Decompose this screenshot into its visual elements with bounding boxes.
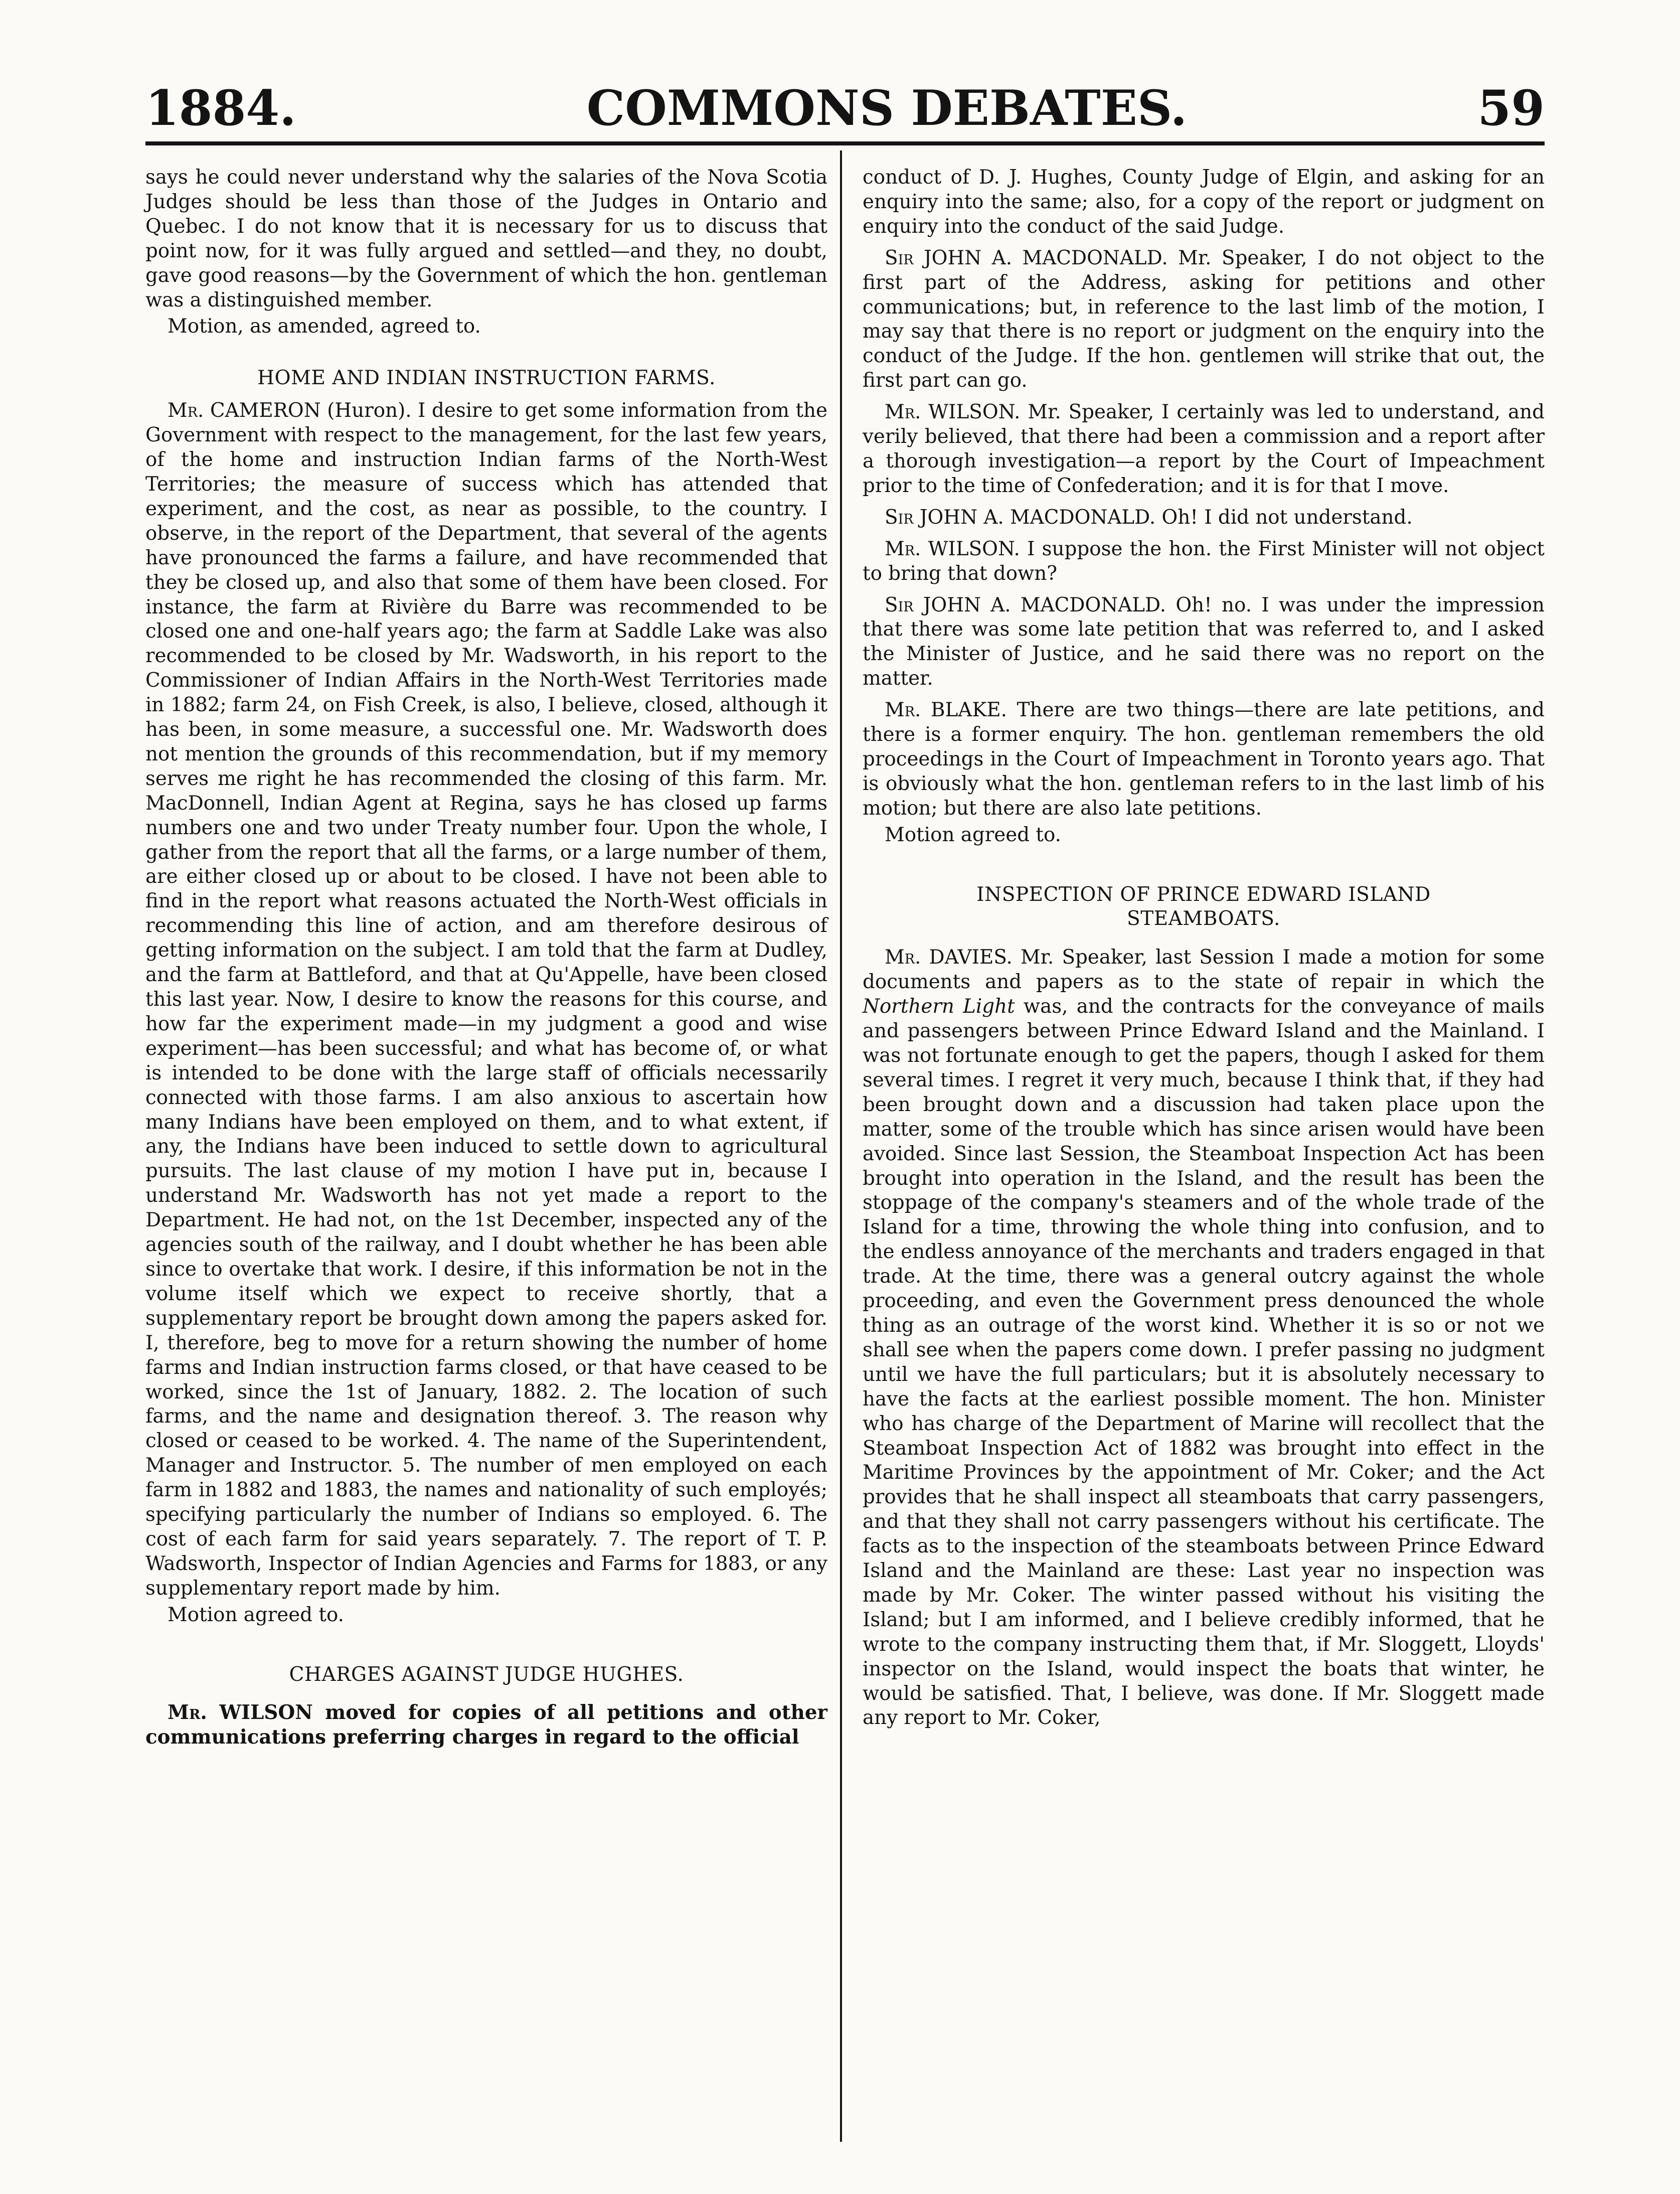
section-heading: HOME AND INDIAN INSTRUCTION FARMS. — [257, 367, 716, 390]
speech-text: Mr. Speaker, I do not object to the first part of the Address, asking for petitions and other communications; but, in reference to the last limb of the motion, I may say that there is no report or judgment on the enquiry into the conduct of the Judge. If the hon. gentlemen will strike that out, the first part can go. — [863, 246, 1545, 392]
motion-result: Motion agreed to. — [167, 1603, 344, 1626]
left-column — [145, 166, 827, 1752]
speaker-name: Mr. WILSON. — [885, 401, 1021, 424]
page-header — [145, 75, 1545, 140]
paragraph — [863, 246, 1545, 393]
motion-result: Motion, as amended, agreed to. — [167, 315, 481, 338]
header-year: 1884. — [145, 79, 296, 136]
speaker-name: Mr. WILSON — [167, 1701, 313, 1725]
section-heading — [863, 883, 1545, 932]
paragraph: conduct of D. J. Hughes, County Judge of Elgin, and asking for an enquiry into the same; also, for a copy of the report or judgment on enquiry into the conduct of the said Judge. — [863, 166, 1545, 238]
speaker-name: Sir JOHN A. MACDONALD. — [885, 593, 1166, 616]
section-heading: CHARGES AGAINST JUDGE HUGHES. — [289, 1663, 684, 1686]
paragraph — [863, 698, 1545, 821]
speech-text: Oh! no. I was under the impression that there was some late petition that was referred to, and I asked the Minister of Justice, and he said there was no report on the matter. — [863, 593, 1545, 690]
paragraph — [145, 1701, 827, 1750]
section-heading-line: STEAMBOATS. — [1127, 907, 1280, 930]
speech-text: (Huron). I desire to get some information from the Government with respect to the management, for the last few years, of the home and instruction Indian farms of the North-West Territories; the measure of success which has attended that experiment, and the cost, as near as possible, to the country. I observe, in the report of the Department, that several of the agents have pronounced the farms a failure, and have recommended that they be closed up, and also that some of them have been closed. For instance, the farm at Rivière du Barre was recommended to be closed one and one-half years ago; the farm at Saddle Lake was also recommended to be closed by Mr. Wadsworth, in his report to the Commissioner of Indian Affairs in the North-West Territories made in 1882; farm 24, on Fish Creek, is also, I believe, closed, although it has been, in some measure, a successful one. Mr. Wadsworth does not mention the grounds of this recommendation, but if my memory serves me right he has recommended the closing of this farm. Mr. MacDonnell, Indian Agent at Regina, says he has closed up farms numbers one and two under Treaty number four. Upon the whole, I gather from the report that all the farms, or a large number of them, are either closed up or about to be closed. I have not been able to find in the report what reasons actuated the North-West officials in recommending this line of action, and am therefore desirous of getting information on the subject. I am told that the farm at Dudley, and the farm at Battleford, and that at Qu'Appelle, have been closed this last year. Now, I desire to know the reasons for this course, and how far the experiment made—in my judgment a good and wise experiment—has been successful; and what has become of, or what is intended to be done with the large staff of officials necessarily connected with those farms. I am also anxious to ascertain how many Indians have been employed on them, and to what extent, if any, the Indians have been induced to settle down to agricultural pursuits. The last clause of my motion I have put in, because I understand Mr. Wadsworth has not yet made a report to the Department. He had not, on the 1st December, inspected any of the agencies south of the railway, and I doubt whether he has been able since to overtake that work. I desire, if this information be not in the volume itself which we expect to receive shortly, that a supplementary report be brought down among the papers asked for. I, therefore, beg to move for a return showing the number of home farms and Indian instruction farms closed, or that have ceased to be worked, since the 1st of January, 1882. 2. The location of such farms, and the name and designation thereof. 3. The reason why closed or ceased to be worked. 4. The name of the Superintendent, Manager and Instructor. 5. The number of men employed on each farm in 1882 and 1883, the names and nationality of such employés; specifying particularly the number of Indians so employed. 6. The cost of each farm for said years separately. 7. The report of T. P. Wadsworth, Inspector of Indian Agencies and Farms for 1883, or any supplementary report made by him. — [145, 399, 827, 1600]
paragraph — [863, 400, 1545, 499]
speech-text: was, and the contracts for the conveyance of mails and passengers between Prince Edward Island and the Mainland. I was not fortunate enough to get the papers, though I asked for them several times. I regret it very much, because I think that, if they had been brought down and a discussion had taken place upon the matter, some of the trouble which has since arisen would have been avoided. Since last Session, the Steamboat Inspection Act has been brought into operation in the Island, and the result has been the stoppage of the company's steamers and of the whole trade of the Island for a time, throwing the whole thing into confusion, and to the endless annoyance of the merchants and traders engaged in that trade. At the time, there was a general outcry against the whole proceeding, and even the Government press denounced the whole thing as an outrage of the worst kind. Whether it is so or not we shall see when the papers come down. I prefer passing no judgment until we have the full particulars; but it is absolutely necessary to have the facts at the earliest possible moment. The hon. Minister who has charge of the Department of Marine will recollect that the Steamboat Inspection Act of 1882 was brought into effect in the Maritime Provinces by the appointment of Mr. Coker; and the Act provides that he shall inspect all steamboats that carry passengers, and that they shall not carry passengers without his certificate. The facts as to the inspection of the steamboats between Prince Edward Island and the Mainland are these: Last year no inspection was made by Mr. Coker. The winter passed without his visiting the Island; but I am informed, and I believe credibly informed, that he wrote to the company instructing them that, if Mr. Sloggett, Lloyds' inspector on the Island, would inspect the boats that winter, he would be satisfied. That, I believe, was done. If Mr. Sloggett made any report to Mr. Coker, — [863, 995, 1545, 1730]
speech-text: There are two things—there are late petitions, and there is a former enquiry. The hon. gentleman remembers the old proceedings in the Court of Impeachment in Toronto years ago. That is obviously what the hon. gentleman refers to in the last limb of his motion; but there are also late petitions. — [863, 699, 1545, 820]
paragraph — [863, 946, 1545, 1731]
speech-text: Mr. Speaker, I certainly was led to understand, and verily believed, that there had been a commission and a report after a thorough investigation—a report by the Court of Impeachment prior to the time of Confederation; and it is for that I move. — [863, 401, 1545, 497]
speaker-name: Mr. BLAKE. — [885, 699, 1007, 722]
right-column — [863, 166, 1545, 1733]
speaker-name: Mr. WILSON. — [885, 537, 1020, 560]
speaker-name: Sir JOHN A. MACDONALD. — [885, 246, 1168, 269]
speaker-name: Mr. DAVIES. — [885, 946, 1013, 969]
speaker-name: Sir JOHN A. MACDONALD. — [885, 506, 1156, 529]
header-title: COMMONS DEBATES. — [586, 79, 1188, 136]
paragraph — [863, 506, 1545, 530]
paragraph: says he could never understand why the salaries of the Nova Scotia Judges should be less than those of the Judges in Ontario and Quebec. I do not know that it is necessary for us to discuss that point now, for it was fully argued and settled—and they, no doubt, gave good reasons—by the Government of which the hon. gentleman was a distinguished member. — [145, 166, 827, 311]
header-page-number: 59 — [1477, 79, 1545, 136]
speech-text: Mr. Speaker, last Session I made a motion for some documents and papers as to the state of repair in which the — [863, 946, 1545, 994]
speaker-name: Mr. CAMERON — [167, 399, 321, 422]
speech-text: I suppose the hon. the First Minister will not object to bring that down? — [863, 537, 1545, 585]
speech-text: moved for copies of all petitions and other communications preferring charges in regard to the official — [145, 1701, 827, 1749]
ship-name: Northern Light — [863, 995, 1015, 1018]
paragraph — [145, 399, 827, 1601]
speech-text: Oh! I did not understand. — [1161, 506, 1413, 529]
motion-result: Motion agreed to. — [885, 823, 1061, 846]
section-heading-line: INSPECTION OF PRINCE EDWARD ISLAND — [976, 883, 1431, 906]
header-rule — [145, 141, 1545, 145]
column-divider — [840, 150, 842, 2142]
paragraph — [863, 593, 1545, 692]
paragraph — [863, 537, 1545, 586]
